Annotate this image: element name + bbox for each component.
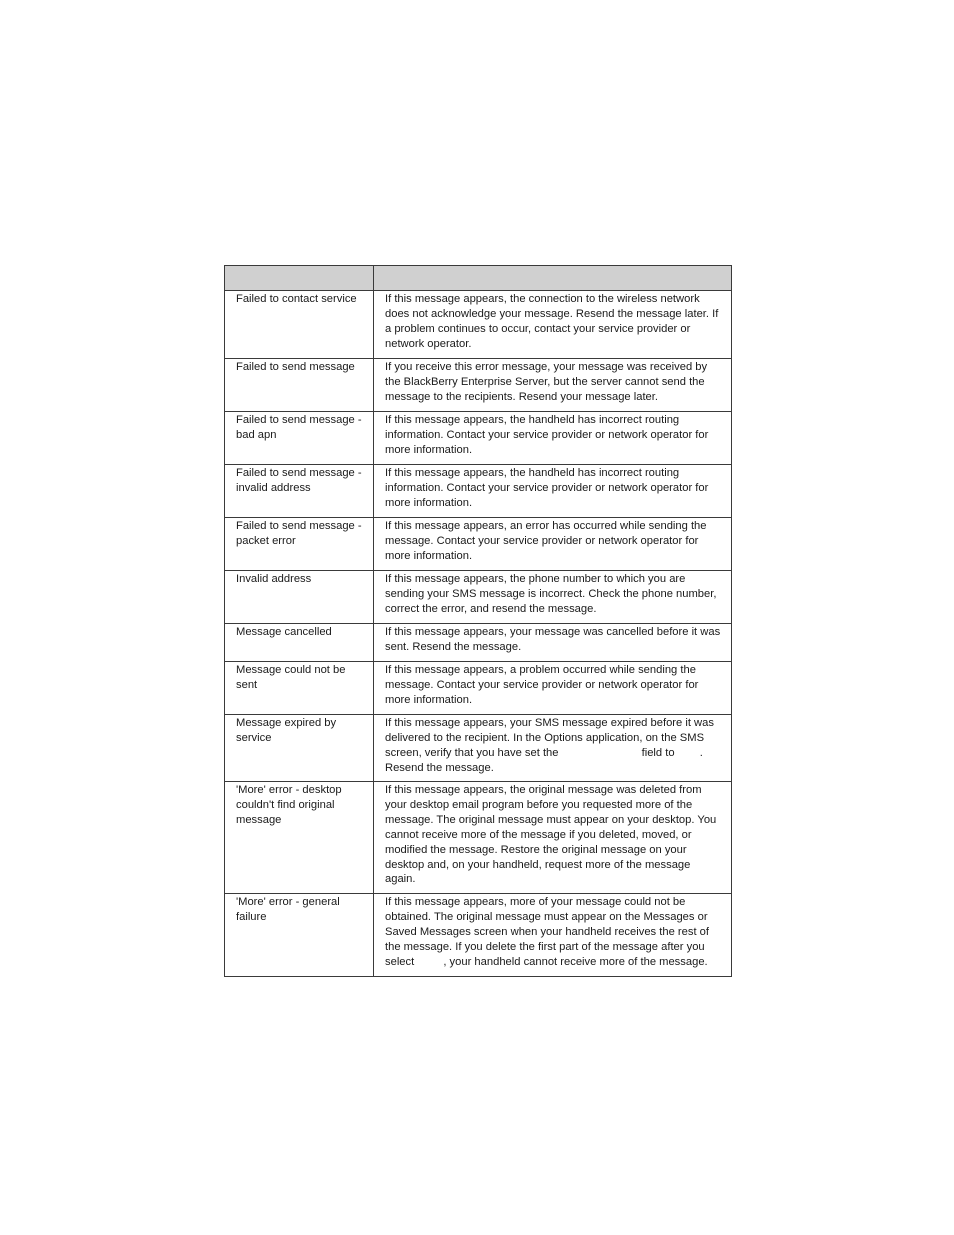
description-cell: If this message appears, the connection to the wireless network does not acknowledge your message. Resend the message later. If a problem continues to occur, contact your service provider or network operator. — [374, 291, 732, 359]
description-cell: If this message appears, the handheld has incorrect routing information. Contact your service provider or network operator for more information. — [374, 465, 732, 518]
table-row — [225, 894, 732, 977]
table-row — [225, 715, 732, 782]
table-row — [225, 662, 732, 715]
description-cell: If this message appears, the phone number to which you are sending your SMS message is incorrect. Check the phone number, correct the error, and resend the message. — [374, 571, 732, 624]
table-row — [225, 412, 732, 465]
description-cell: If you receive this error message, your message was received by the BlackBerry Enterprise Server, but the server cannot send the message to the recipients. Resend your message later. — [374, 359, 732, 412]
table-row — [225, 291, 732, 359]
table-row — [225, 624, 732, 662]
description-cell: If this message appears, your message was cancelled before it was sent. Resend the message. — [374, 624, 732, 662]
description-cell — [374, 715, 732, 782]
message-cell: Failed to contact service — [225, 291, 374, 359]
description-cell: If this message appears, a problem occurred while sending the message. Contact your service provider or network operator for more information. — [374, 662, 732, 715]
description-cell: If this message appears, an error has occurred while sending the message. Contact your service provider or network operator for more information. — [374, 518, 732, 571]
table-header — [225, 266, 732, 291]
description-cell: If this message appears, the handheld has incorrect routing information. Contact your service provider or network operator for more information. — [374, 412, 732, 465]
message-cell: 'More' error - general failure — [225, 894, 374, 977]
table-row — [225, 359, 732, 412]
message-cell: Failed to send message - bad apn — [225, 412, 374, 465]
description-text: If this message appears, your SMS message expired before it was delivered to the recipient. In the Options application, on the SMS screen, verify that you have set the — [385, 717, 714, 759]
description-cell: If this message appears, the original message was deleted from your desktop email program before you requested more of the message. The original message must appear on your desktop. You cannot receive more of the message if you deleted, moved, or modified the message. Restore the original message on your desktop and, on your handheld, request more of the message again. — [374, 782, 732, 894]
message-cell: Message could not be sent — [225, 662, 374, 715]
message-cell: Failed to send message - packet error — [225, 518, 374, 571]
description-text: . Resend the message. — [385, 746, 703, 774]
description-cell — [374, 894, 732, 977]
message-cell: Message expired by service — [225, 715, 374, 782]
table-row — [225, 782, 732, 894]
header-row — [225, 266, 732, 291]
table-row — [225, 465, 732, 518]
description-text: If this message appears, more of your message could not be obtained. The original message must appear on the Messages or Saved Messages screen when your handheld receives the rest of the message. If you delete the first part of the message after you select — [385, 896, 710, 968]
table-body — [225, 291, 732, 977]
description-text: , your handheld cannot receive more of the message. — [443, 955, 708, 968]
message-cell: Invalid address — [225, 571, 374, 624]
header-message — [225, 266, 374, 291]
message-cell: Failed to send message — [225, 359, 374, 412]
message-cell: Message cancelled — [225, 624, 374, 662]
header-description — [374, 266, 732, 291]
description-text: field to — [641, 746, 675, 759]
table-row — [225, 518, 732, 571]
table-row — [225, 571, 732, 624]
message-cell: 'More' error - desktop couldn't find original message — [225, 782, 374, 894]
message-cell: Failed to send message - invalid address — [225, 465, 374, 518]
error-messages-table — [224, 265, 732, 977]
